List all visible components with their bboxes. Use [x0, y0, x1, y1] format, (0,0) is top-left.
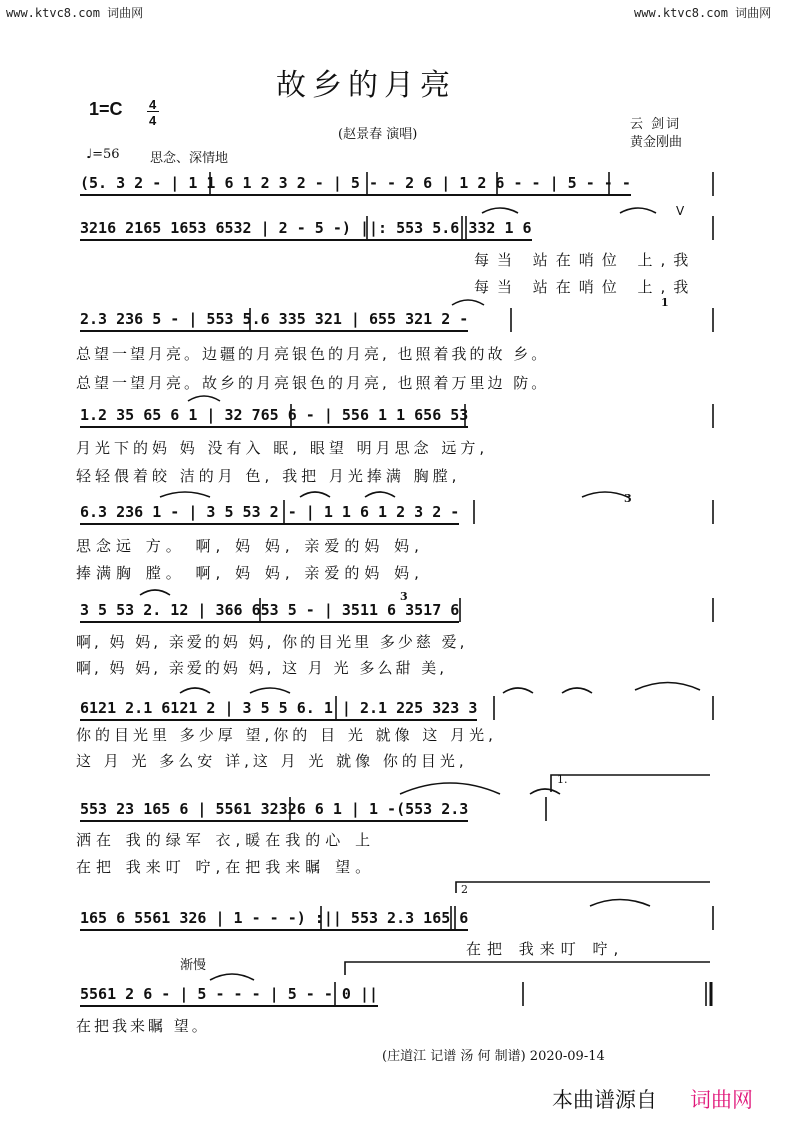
- slur: [300, 492, 330, 497]
- time-signature-top: 4: [149, 97, 157, 112]
- first-ending-bracket: [551, 775, 710, 792]
- breath-mark: V: [676, 204, 685, 218]
- tempo-mark: ♩=56: [86, 147, 120, 162]
- footer-site-link[interactable]: 词曲网: [690, 1088, 753, 1112]
- lyric-row-10-verse-1: 在把我来瞩 望。: [76, 1017, 210, 1035]
- slur: [140, 590, 170, 595]
- credit-line: (庄道江 记谱 汤 何 制谱) 2020-09-14: [382, 1049, 605, 1064]
- notation-row-3: 2.3 236 5 - | 553 5.6 335 321 | 655 321 2 -: [80, 310, 468, 332]
- watermark-left: www.ktvc8.com 词曲网: [6, 6, 144, 20]
- slur: [180, 688, 210, 693]
- slur: [635, 683, 700, 691]
- time-signature-bottom: 4: [149, 113, 157, 128]
- grace-note-b: 3: [624, 492, 632, 505]
- grace-note-c: 3: [400, 590, 408, 603]
- second-ending-bracket: [456, 882, 710, 893]
- slur: [365, 492, 395, 497]
- notation-row-10: 5561 2 6 - | 5 - - - | 5 - - 0 ||: [80, 985, 378, 1007]
- slur: [452, 300, 484, 305]
- watermark-right: www.ktvc8.com 词曲网: [634, 6, 772, 20]
- slur: [482, 208, 518, 213]
- slur: [210, 974, 254, 980]
- notation-row-6: 3 5 53 2. 12 | 366 653 5 - | 3511 6 3517 6: [80, 601, 459, 623]
- notation-row-4: 1.2 35 65 6 1 | 32 765 6 - | 556 1 1 656 53: [80, 406, 468, 428]
- lyric-row-2-verse-1: 每当 站在哨位 上,我: [474, 251, 697, 269]
- slur: [250, 688, 290, 693]
- notation-row-8: 553 23 165 6 | 5561 32326 6 1 | 1 -(553 2.3: [80, 800, 468, 822]
- notation-row-7: 6121 2.1 6121 2 | 3 5 5 6. 1 | 2.1 225 323 3: [80, 699, 477, 721]
- lyric-row-3-verse-1: 总望一望月亮。边疆的月亮银色的月亮, 也照着我的故 乡。: [76, 345, 550, 363]
- first-ending-label: 1.: [557, 773, 568, 786]
- lyric-row-5-verse-1: 思念远 方。 啊, 妈 妈, 亲爱的妈 妈,: [76, 537, 424, 555]
- slur: [188, 396, 220, 401]
- ritardando-mark: 渐慢: [180, 958, 207, 973]
- slur: [400, 783, 500, 794]
- lyric-row-7-verse-1: 你的目光里 多少厚 望,你的 目 光 就像 这 月光,: [76, 726, 497, 744]
- slur: [503, 688, 533, 693]
- lyric-row-8-verse-2: 在把 我来叮 咛,在把我来瞩 望。: [76, 858, 376, 876]
- notation-row-5: 6.3 236 1 - | 3 5 53 2 - | 1 1 6 1 2 3 2 -: [80, 503, 459, 525]
- lyric-row-6-verse-2: 啊, 妈 妈, 亲爱的妈 妈, 这 月 光 多么甜 美,: [76, 659, 447, 677]
- lyric-row-4-verse-1: 月光下的妈 妈 没有入 眠, 眼望 明月思念 远方,: [76, 439, 489, 457]
- composer: 黄金刚曲: [630, 135, 683, 150]
- grace-note-a: 1: [661, 296, 669, 309]
- key-signature: 1=C: [89, 99, 123, 119]
- notation-row-1: (5. 3 2 - | 1 1 6 1 2 3 2 - | 5 - - 2 6 | 1 2 6 - - | 5 - - -: [80, 174, 631, 196]
- lyricist: 云 剑词: [630, 117, 682, 132]
- second-ending-label: 2: [461, 883, 468, 896]
- footer-source-text: 本曲谱源自: [552, 1088, 657, 1112]
- slur: [582, 492, 628, 497]
- lyric-row-5-verse-2: 捧满胸 膛。 啊, 妈 妈, 亲爱的妈 妈,: [76, 564, 424, 582]
- lyric-row-3-verse-2: 总望一望月亮。故乡的月亮银色的月亮, 也照着万里边 防。: [76, 374, 550, 392]
- performer: (赵景春 演唱): [338, 127, 418, 142]
- lyric-row-7-verse-2: 这 月 光 多么安 详,这 月 光 就像 你的目光,: [76, 752, 468, 770]
- lyric-row-4-verse-2: 轻轻偎着皎 洁的月 色, 我把 月光捧满 胸膛,: [76, 467, 461, 485]
- notation-row-9: 165 6 5561 326 | 1 - - -) :|| 553 2.3 165 6: [80, 909, 468, 931]
- lyric-row-6-verse-1: 啊, 妈 妈, 亲爱的妈 妈, 你的目光里 多少慈 爱,: [76, 633, 468, 651]
- lyric-row-8-verse-1: 洒在 我的绿军 衣,暖在我的心 上: [76, 831, 376, 849]
- coda-bracket: [345, 962, 710, 975]
- slur: [590, 900, 650, 907]
- slur: [620, 208, 656, 213]
- slur: [160, 492, 210, 497]
- lyric-row-2-verse-2: 每当 站在哨位 上,我: [474, 278, 697, 296]
- expression-mark: 思念、深情地: [150, 151, 229, 166]
- slur: [530, 789, 560, 794]
- slur: [562, 688, 592, 693]
- song-title: 故乡的月亮: [276, 68, 456, 103]
- lyric-row-9-verse-1: 在把 我来叮 咛,: [466, 940, 625, 958]
- notation-row-2: 3216 2165 1653 6532 | 2 - 5 -) ||: 553 5.6 332 1 6: [80, 219, 532, 241]
